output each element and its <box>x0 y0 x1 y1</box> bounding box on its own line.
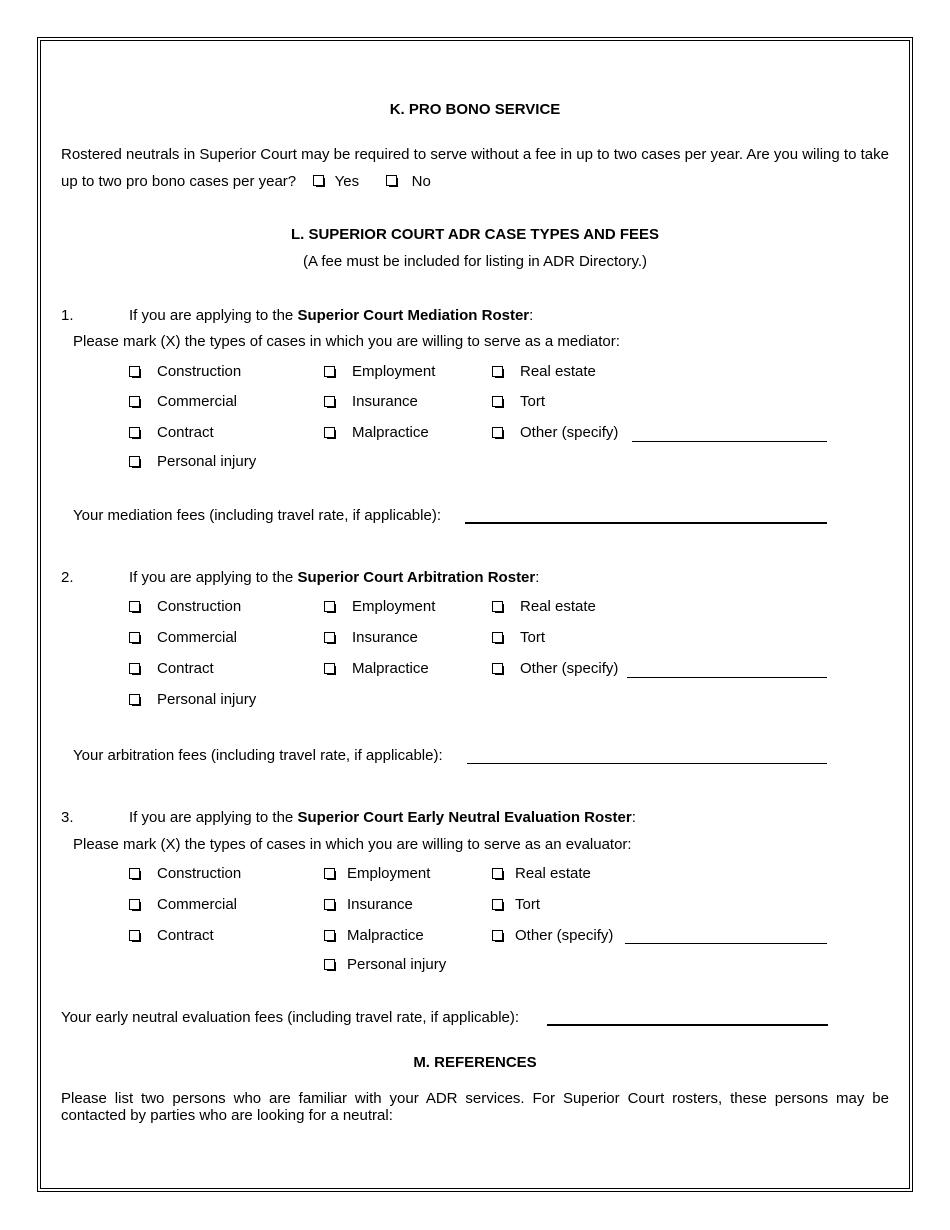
arbitration-other-label: Other (specify) <box>520 660 619 677</box>
arbitration-roster-name: Superior Court Arbitration Roster <box>297 569 536 586</box>
arbitration-malpractice-label: Malpractice <box>352 660 429 677</box>
arbitration-heading <box>129 569 539 587</box>
ene-real-estate-checkbox[interactable] <box>492 868 503 879</box>
arbitration-colon: : <box>535 569 540 586</box>
ene-other-input-line[interactable] <box>625 943 827 944</box>
ene-malpractice-label: Malpractice <box>347 927 424 944</box>
arbitration-number: 2. <box>61 569 74 586</box>
ene-employment-label: Employment <box>347 865 431 882</box>
arbitration-other-input-line[interactable] <box>627 677 827 678</box>
section-m-title: M. REFERENCES <box>413 1054 537 1071</box>
mediation-personal-injury-label: Personal injury <box>157 453 257 470</box>
arbitration-real-estate-checkbox[interactable] <box>492 601 503 612</box>
arbitration-commercial-label: Commercial <box>157 629 238 646</box>
ene-malpractice-checkbox[interactable] <box>324 930 335 941</box>
mediation-commercial-label: Commercial <box>157 393 238 410</box>
arbitration-insurance-checkbox[interactable] <box>324 632 335 643</box>
ene-contract-checkbox[interactable] <box>129 930 140 941</box>
ene-fees-label: Your early neutral evaluation fees (including travel rate, if applicable): <box>61 1009 520 1026</box>
arbitration-fees-label: Your arbitration fees (including travel rate, if applicable): <box>73 747 443 764</box>
mediation-contract-label: Contract <box>157 424 214 441</box>
ene-fees-input-line[interactable] <box>547 1024 828 1026</box>
arbitration-employment-checkbox[interactable] <box>324 601 335 612</box>
ene-construction-label: Construction <box>157 865 242 882</box>
arbitration-personal-injury-checkbox[interactable] <box>129 694 140 705</box>
mediation-fees-input-line[interactable] <box>465 522 827 524</box>
ene-personal-injury-label: Personal injury <box>347 956 447 973</box>
mediation-insurance-checkbox[interactable] <box>324 396 335 407</box>
ene-employment-checkbox[interactable] <box>324 868 335 879</box>
ene-tort-checkbox[interactable] <box>492 899 503 910</box>
mediation-other-label: Other (specify) <box>520 424 619 441</box>
ene-insurance-label: Insurance <box>347 896 413 913</box>
mediation-intro: If you are applying to the <box>129 307 298 324</box>
arbitration-insurance-label: Insurance <box>352 629 418 646</box>
arbitration-employment-label: Employment <box>352 598 436 615</box>
pro-bono-question-text: Rostered neutrals in Superior Court may be required to serve without a fee in up to two cases per year. Are you wiling to take up to two pro bono cases per year? <box>61 146 889 190</box>
arbitration-intro: If you are applying to the <box>129 569 298 586</box>
mediation-employment-label: Employment <box>352 363 436 380</box>
section-l-subtitle: (A fee must be included for listing in ADR Directory.) <box>302 253 648 270</box>
mediation-real-estate-label: Real estate <box>520 363 596 380</box>
mediation-roster-name: Superior Court Mediation Roster <box>297 307 530 324</box>
arbitration-contract-checkbox[interactable] <box>129 663 140 674</box>
references-instruction: Please list two persons who are familiar with your ADR services. For Superior Court rosters, these persons may be contacted by parties who are looking for a neutral: <box>61 1090 889 1124</box>
arbitration-tort-checkbox[interactable] <box>492 632 503 643</box>
mediation-malpractice-label: Malpractice <box>352 424 429 441</box>
section-l-title: L. SUPERIOR COURT ADR CASE TYPES AND FEES <box>290 226 660 243</box>
ene-contract-label: Contract <box>157 927 214 944</box>
pro-bono-yes-checkbox[interactable] <box>313 175 325 187</box>
mediation-employment-checkbox[interactable] <box>324 366 335 377</box>
mediation-number: 1. <box>61 307 74 324</box>
ene-commercial-label: Commercial <box>157 896 238 913</box>
pro-bono-yes-label: Yes <box>334 173 360 190</box>
arbitration-personal-injury-label: Personal injury <box>157 691 257 708</box>
pro-bono-no-checkbox[interactable] <box>386 175 398 187</box>
ene-other-label: Other (specify) <box>515 927 614 944</box>
arbitration-construction-checkbox[interactable] <box>129 601 140 612</box>
arbitration-other-checkbox[interactable] <box>492 663 503 674</box>
mediation-tort-checkbox[interactable] <box>492 396 503 407</box>
mediation-contract-checkbox[interactable] <box>129 427 140 438</box>
section-k-title: K. PRO BONO SERVICE <box>389 101 561 118</box>
mediation-fees-label: Your mediation fees (including travel rate, if applicable): <box>73 507 441 524</box>
mediation-construction-label: Construction <box>157 363 242 380</box>
ene-number: 3. <box>61 809 74 826</box>
ene-roster-name: Superior Court Early Neutral Evaluation Roster <box>297 809 632 826</box>
pro-bono-no-label: No <box>411 173 431 190</box>
mediation-real-estate-checkbox[interactable] <box>492 366 503 377</box>
ene-personal-injury-checkbox[interactable] <box>324 959 335 970</box>
mediation-personal-injury-checkbox[interactable] <box>129 456 140 467</box>
mediation-heading <box>129 307 533 325</box>
mediation-other-checkbox[interactable] <box>492 427 503 438</box>
arbitration-tort-label: Tort <box>520 629 546 646</box>
ene-real-estate-label: Real estate <box>515 865 591 882</box>
mediation-instruction: Please mark (X) the types of cases in which you are willing to serve as a mediator: <box>73 333 620 350</box>
mediation-malpractice-checkbox[interactable] <box>324 427 335 438</box>
pro-bono-question <box>61 141 889 195</box>
mediation-tort-label: Tort <box>520 393 546 410</box>
mediation-insurance-label: Insurance <box>352 393 418 410</box>
arbitration-fees-input-line[interactable] <box>467 763 827 764</box>
ene-colon: : <box>631 809 636 826</box>
ene-insurance-checkbox[interactable] <box>324 899 335 910</box>
mediation-other-input-line[interactable] <box>632 441 827 442</box>
ene-tort-label: Tort <box>515 896 541 913</box>
ene-construction-checkbox[interactable] <box>129 868 140 879</box>
ene-instruction: Please mark (X) the types of cases in which you are willing to serve as an evaluator: <box>73 836 632 853</box>
arbitration-real-estate-label: Real estate <box>520 598 596 615</box>
ene-intro: If you are applying to the <box>129 809 298 826</box>
ene-commercial-checkbox[interactable] <box>129 899 140 910</box>
arbitration-malpractice-checkbox[interactable] <box>324 663 335 674</box>
arbitration-commercial-checkbox[interactable] <box>129 632 140 643</box>
arbitration-contract-label: Contract <box>157 660 214 677</box>
mediation-construction-checkbox[interactable] <box>129 366 140 377</box>
ene-heading <box>129 809 636 827</box>
ene-other-checkbox[interactable] <box>492 930 503 941</box>
mediation-commercial-checkbox[interactable] <box>129 396 140 407</box>
mediation-colon: : <box>529 307 534 324</box>
arbitration-construction-label: Construction <box>157 598 242 615</box>
